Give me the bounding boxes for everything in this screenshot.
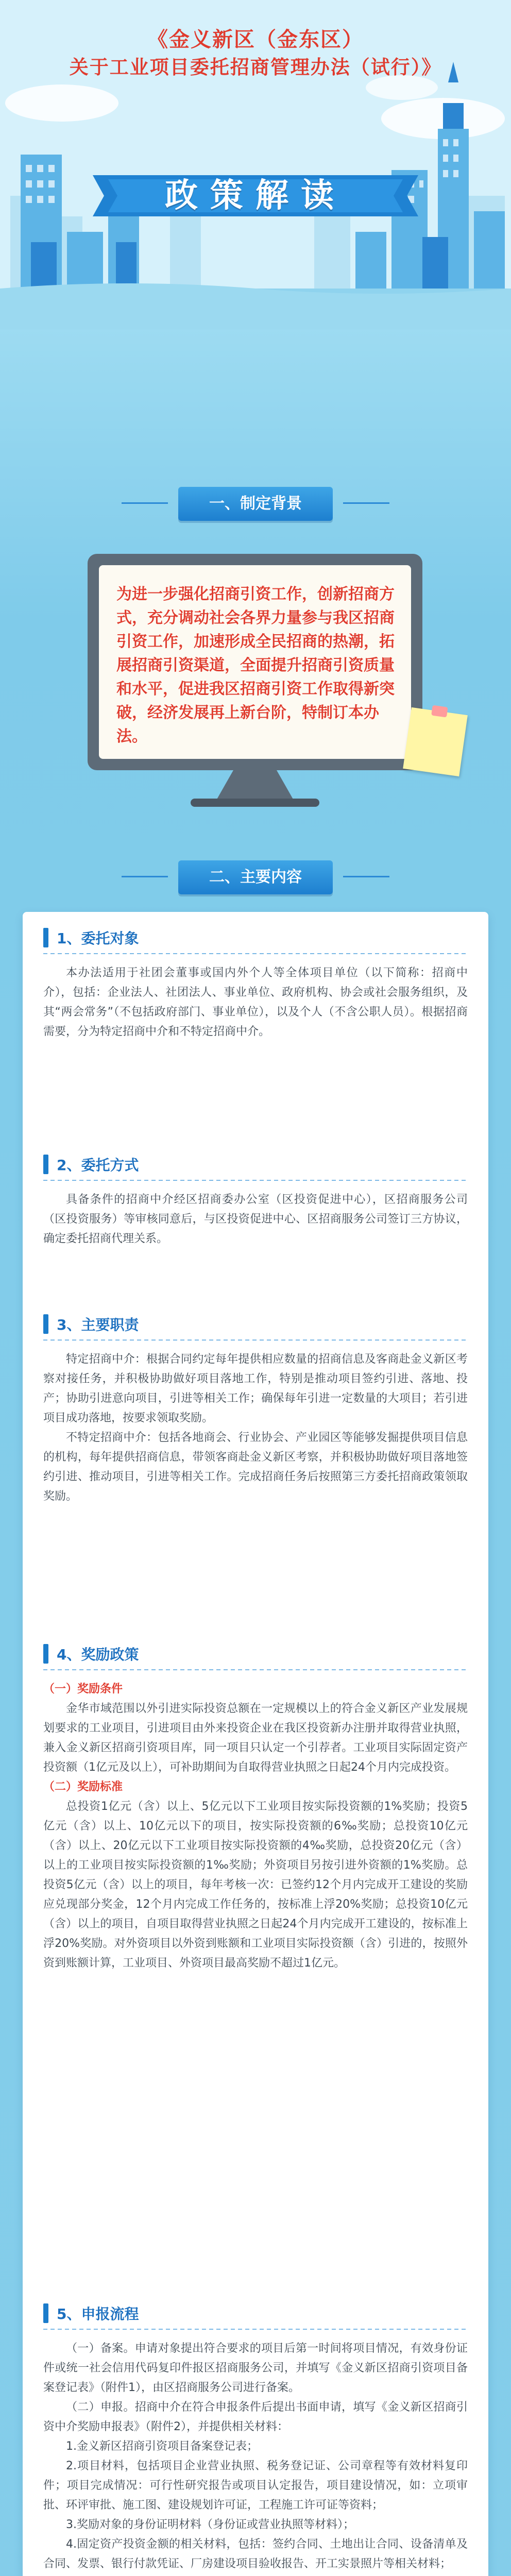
paragraph-main-duties: [43, 1350, 468, 1506]
paragraph-application-process: [43, 2339, 468, 2576]
text-block: 3.奖励对象的身份证明材料（身份证或营业执照等材料）；: [66, 2518, 354, 2531]
text-block: （二）申报。招商中介在符合申报条件后提出书面申请，填写《金义新区招商引资中介奖励申报表》（附件2），并提供相关材料：: [43, 2401, 468, 2433]
text-block: 金华市域范围以外引进实际投资总额在一定规模以上的符合金义新区产业发展规划要求的工业项目，引进项目由外来投资企业在我区投资新办注册并取得营业执照，兼入金义新区招商引资项目库，同一项目只认定一个引荐者。工业项目实际固定资产投资额（1亿元及以上），可补助期间为自取得营业执照之日起24个月内完成投资。: [43, 1702, 468, 1774]
paragraph-reward-policy: [43, 1680, 468, 1973]
text-block: 不特定招商中介：包括各地商会、行业协会、产业园区等能够发掘提供项目信息的机构，每年提供招商信息，带领客商赴金义新区考察，并积极协助做好项目落地签约引进、推动项目，引进等相关工作。完成招商任务后按照第三方委托招商政策领取奖励。: [43, 1431, 468, 1503]
subhead-title: 5、申报流程: [57, 2306, 139, 2323]
text-block: 总投资1亿元（含）以上、5亿元以下工业项目按实际投资额的1%奖励；投资5亿元（含）以上、10亿元以下的项目，按实际投资额的6‰奖励；总投资10亿元（含）以上、20亿元以下工业项目按实际投资额的4‰奖励，总投资20亿元（含）以上的工业项目按实际投资额的1‰奖励；外资项目另按引进外资额的1%奖励。总投资5亿元（含）以上的项目，每年考核一次：已签约12个月内完成开工建设的奖励应兑现部分奖金，12个月内完成工作任务的，按标准上浮20%奖励；总投资10亿元（含）以上的项目，自项目取得营业执照之日起24个月内完成开工建设的，按标准上浮20%奖励。对外资项目以外资到账额和工业项目实际投资额（含）引进的，按照外资到账额计算，工业项目、外资项目最高奖励不超过1亿元。: [43, 1800, 468, 1970]
text-block: 1.金义新区招商引资项目备案登记表；: [66, 2440, 258, 2453]
document-title-line1: 《金义新区（金东区）: [147, 27, 364, 52]
divider: [43, 953, 468, 954]
main-content-panel: [23, 912, 488, 2576]
subhead-application-process: [43, 2303, 139, 2324]
sticky-note-decoration: [403, 707, 468, 776]
subhead-delegation-targets: [43, 927, 139, 948]
subhead-reward-policy: [43, 1643, 139, 1664]
document-title-line2: 关于工业项目委托招商管理办法（试行）》: [69, 56, 442, 78]
subhead-marker: [43, 2303, 48, 2323]
subhead-main-duties: [43, 1314, 139, 1334]
text-block: [43, 2574, 468, 2576]
divider: [43, 1340, 468, 1341]
divider: [43, 2329, 468, 2330]
paragraph-delegation-targets: [43, 963, 468, 1042]
monitor-base: [191, 799, 319, 807]
subhead-marker: [43, 1644, 48, 1664]
subhead-title: 4、奖励政策: [57, 1646, 139, 1663]
subhead-title: 1、委托对象: [57, 930, 139, 947]
paragraph-delegation-method: [43, 1190, 468, 1249]
text-block: 具备条件的招商中介经区招商委办公室（区投资促进中心），区招商服务公司（区投资服务）等审核同意后，与区投资促进中心、区招商服务公司签订三方协议，确定委托招商代理关系。: [43, 1193, 468, 1245]
background-statement: 为进一步强化招商引资工作，创新招商方式，充分调动社会各界力量参与我区招商引资工作，加速形成全民招商的热潮，拓展招商引资渠道，全面提升招商引资质量和水平，促进我区招商引资工作取得新突破，经济发展再上新台阶，特制订本办法。: [116, 585, 395, 745]
text-block: （一）奖励条件: [43, 1683, 123, 1696]
divider: [43, 1180, 468, 1181]
section-header-main-content: 二、主要内容: [178, 860, 333, 894]
section-header-background: 一、制定背景: [178, 487, 333, 521]
text-block: 本办法适用于社团会董事或国内外个人等全体项目单位（以下简称：招商中介），包括：企业法人、社团法人、事业单位、政府机构、协会或社会服务组织，及其“两会常务”（不包括政府部门、事业单位），以及个人（不含公职人员）。根据招商需要，分为特定招商中介和不特定招商中介。: [43, 967, 468, 1038]
subhead-marker: [43, 1155, 48, 1174]
subhead-marker: [43, 928, 48, 947]
hero-header: [0, 0, 511, 330]
banner-title: 政策解读: [165, 176, 346, 215]
monitor-stand: [216, 770, 294, 800]
text-block: （一）备案。申请对象提出符合要求的项目后第一时间将项目情况，有效身份证件或统一社会信用代码复印件报区招商服务公司，并填写《金义新区招商引资项目备案登记表》（附件1），由区招商服务公司进行备案。: [43, 2342, 468, 2394]
text-block: 特定招商中介：根据合同约定每年提供相应数量的招商信息及客商赴金义新区考察对接任务，并积极协助做好项目落地工作，特别是推动项目签约引进、落地、投产；协助引进意向项目，引进等相关工作；确保每年引进一定数量的大项目；若引进项目成功落地，按要求领取奖励。: [43, 1353, 468, 1425]
text-block: 4.固定资产投资金额的相关材料，包括：签约合同、土地出让合同、设备清单及合同、发票、银行付款凭证、厂房建设项目验收报告、开工实景照片等相关材料；: [43, 2538, 468, 2570]
text-block: （二）奖励标准: [43, 1781, 123, 1793]
text-block: 2.项目材料，包括项目企业营业执照、税务登记证、公司章程等有效材料复印件；项目完成情况：可行性研究报告或项目认定报告，项目建设情况，如：立项审批、环评审批、施工图、建设规划许可证，工程施工许可证等资料；: [43, 2460, 468, 2512]
divider: [43, 1669, 468, 1670]
subhead-title: 3、主要职责: [57, 1316, 139, 1333]
subhead-title: 2、委托方式: [57, 1157, 139, 1174]
monitor-screen: [99, 565, 411, 759]
policy-interpretation-banner: [93, 170, 418, 222]
monitor-illustration: [88, 554, 422, 770]
subhead-delegation-method: [43, 1154, 139, 1175]
subhead-marker: [43, 1314, 48, 1334]
